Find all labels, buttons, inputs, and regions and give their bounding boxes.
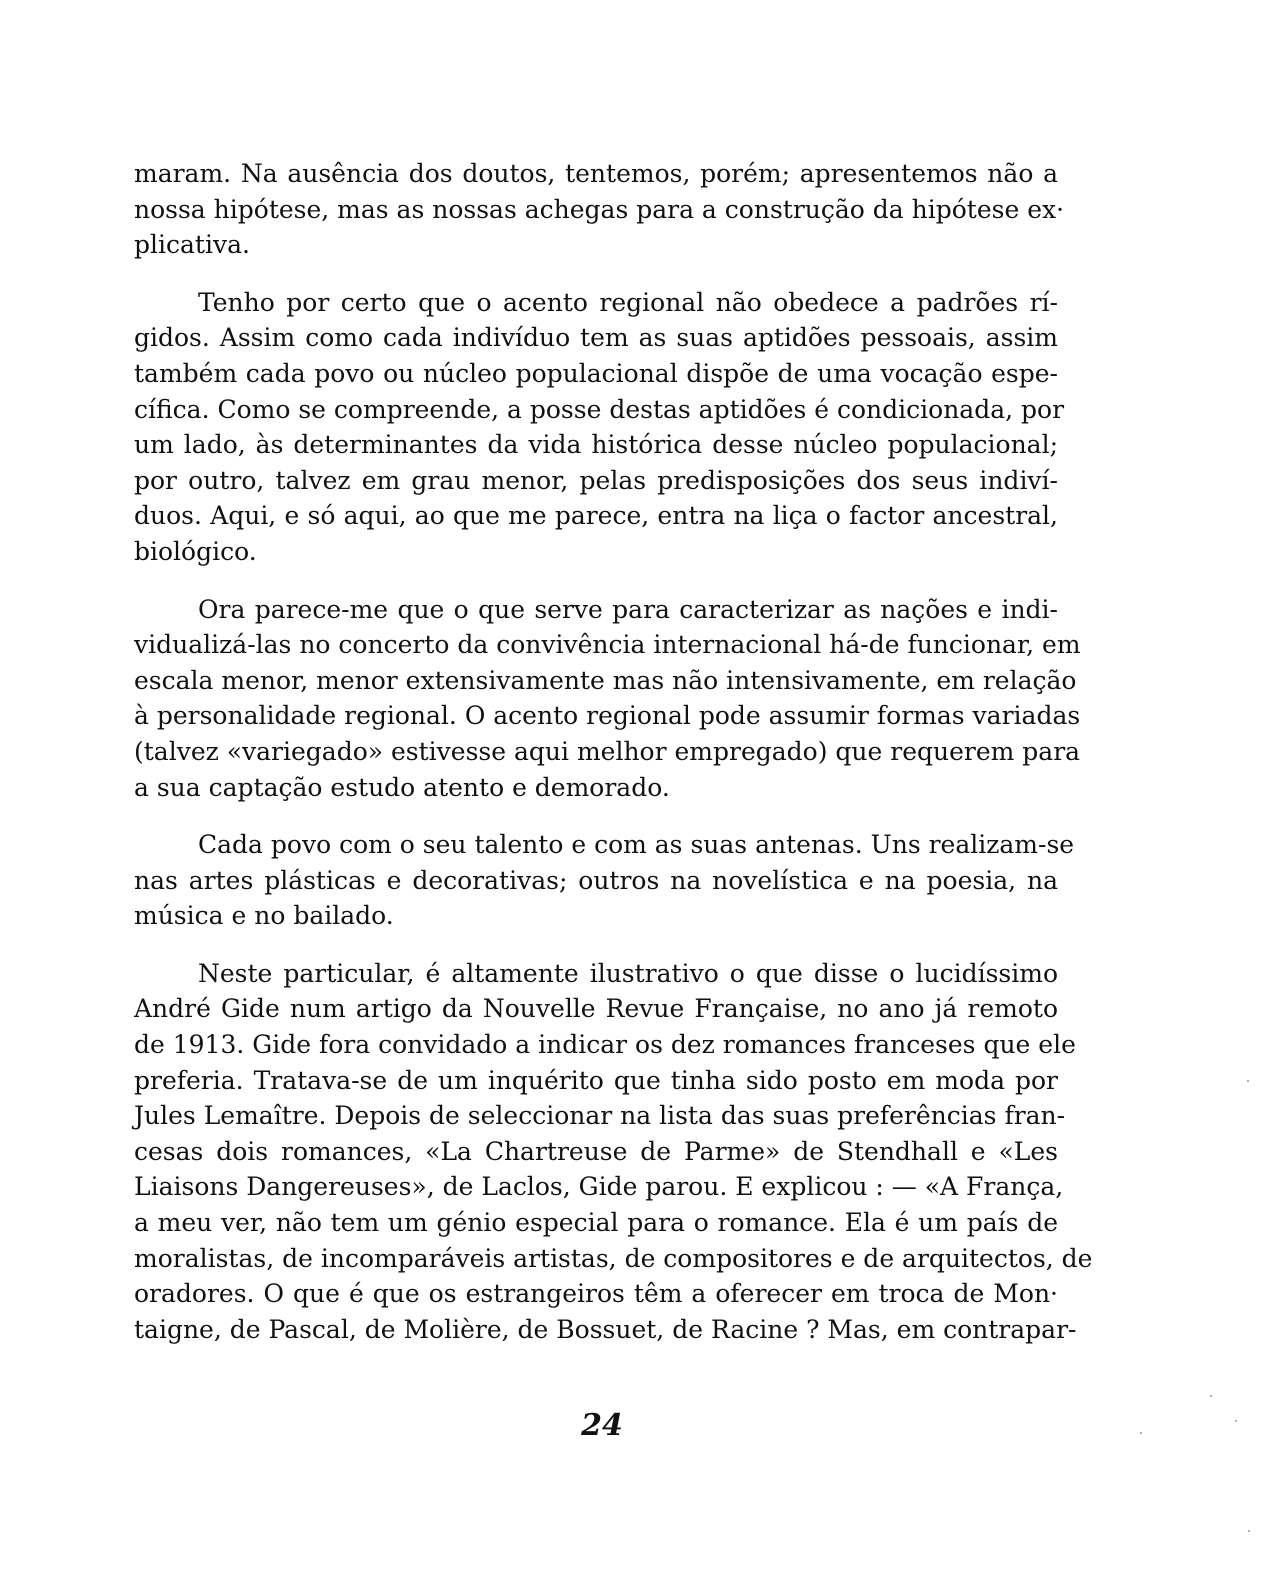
text-line: maram. Na ausência dos doutos, tentemos, porém; apresentemos não a xyxy=(134,159,1058,188)
scan-speck xyxy=(1235,1420,1237,1422)
scan-speck xyxy=(1248,1530,1250,1532)
text-line: à personalidade regional. O acento regional pode assumir formas variadas xyxy=(134,701,1081,731)
text-line: Cada povo com o seu talento e com as suas antenas. Uns realizam-se xyxy=(198,830,1075,860)
text-line: escala menor, menor extensivamente mas não intensivamente, em relação xyxy=(134,665,1077,695)
text-line: (talvez «variegado» estivesse aqui melhor empregado) que requerem para xyxy=(134,736,1081,766)
text-line: Neste particular, é altamente ilustrativo o que disse o lucidíssimo xyxy=(198,958,1058,988)
paragraph xyxy=(134,592,1081,806)
scan-speck xyxy=(1140,1432,1142,1434)
text-line: a sua captação estudo atento e demorado. xyxy=(134,772,670,802)
text-line: plicativa. xyxy=(134,230,250,260)
text-line: Liaisons Dangereuses», de Laclos, Gide parou. E explicou : — «A França, xyxy=(134,1172,1064,1202)
text-line: biológico. xyxy=(134,536,257,566)
text-line: taigne, de Pascal, de Molière, de Bossuet, de Racine ? Mas, em contrapar- xyxy=(134,1314,1077,1344)
text-line: gidos. Assim como cada indivíduo tem as suas aptidões pessoais, assim xyxy=(134,323,1058,353)
text-line: moralistas, de incomparáveis artistas, de compositores e de arquitectos, de xyxy=(134,1243,1093,1273)
paragraph xyxy=(134,285,1065,570)
body-text xyxy=(134,156,1093,1369)
text-line: Jules Lemaître. Depois de seleccionar na lista das suas preferências fran- xyxy=(134,1101,1066,1131)
text-line: cífica. Como se compreende, a posse destas aptidões é condicionada, por xyxy=(134,394,1065,424)
text-line: Ora parece-me que o que serve para caracterizar as nações e indi- xyxy=(198,594,1058,624)
text-line: Tenho por certo que o acento regional não obedece a padrões rí- xyxy=(198,287,1058,317)
text-line: de 1913. Gide fora convidado a indicar os dez romances franceses que ele xyxy=(134,1030,1076,1060)
text-line: a meu ver, não tem um génio especial para o romance. Ela é um país de xyxy=(134,1208,1058,1238)
text-line: também cada povo ou núcleo populacional dispõe de uma vocação espe- xyxy=(134,358,1058,388)
page-number: 24 xyxy=(581,1408,623,1443)
text-line: nas artes plásticas e decorativas; outros na novelística e na poesia, na xyxy=(134,865,1058,895)
text-line: preferia. Tratava-se de um inquérito que tinha sido posto em moda por xyxy=(134,1065,1058,1095)
paragraph xyxy=(134,156,1065,263)
text-line: vidualizá-las no concerto da convivência internacional há-de funcionar, em xyxy=(134,630,1081,660)
text-line: cesas dois romances, «La Chartreuse de Parme» de Stendhall e «Les xyxy=(134,1136,1058,1166)
text-line: nossa hipótese, mas as nossas achegas para a construção da hipótese ex· xyxy=(134,194,1065,224)
paragraph xyxy=(134,827,1075,934)
text-line: um lado, às determinantes da vida histórica desse núcleo populacional; xyxy=(134,430,1058,460)
text-line: oradores. O que é que os estrangeiros têm a oferecer em troca de Mon· xyxy=(134,1279,1058,1309)
text-line: música e no bailado. xyxy=(134,901,394,931)
paragraph xyxy=(134,956,1093,1348)
text-line: duos. Aqui, e só aqui, ao que me parece, entra na liça o factor ancestral, xyxy=(134,501,1058,531)
text-line: por outro, talvez em grau menor, pelas predisposições dos seus indiví- xyxy=(134,465,1058,495)
scan-speck xyxy=(1247,1080,1249,1082)
text-line: André Gide num artigo da Nouvelle Revue Française, no ano já remoto xyxy=(134,994,1058,1024)
scan-speck xyxy=(1210,1395,1212,1397)
